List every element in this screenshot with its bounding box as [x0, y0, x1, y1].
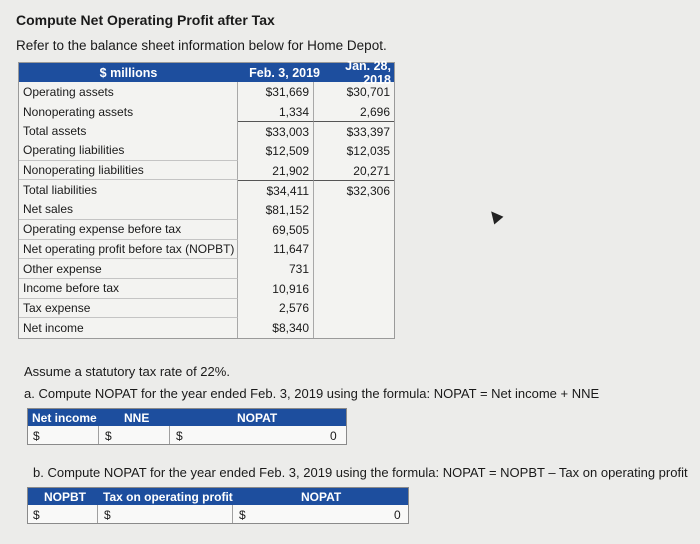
value-jan-2018: $32,306	[313, 180, 394, 200]
header-nopbt: NOPBT	[44, 490, 86, 504]
nopat-output-b	[233, 505, 407, 523]
answer-row-b	[28, 505, 408, 523]
nopat-output-a	[170, 426, 345, 444]
header-tax-on-operating-profit: Tax on operating profit	[103, 490, 233, 504]
row-label: Income before tax	[19, 279, 238, 299]
row-label: Tax expense	[19, 299, 238, 319]
table-row	[19, 82, 394, 102]
value-feb-2019: 731	[288, 262, 309, 277]
value-feb-2019: $34,411	[238, 180, 313, 200]
header-nne: NNE	[124, 411, 150, 425]
value-feb-2019: 10,916	[272, 281, 309, 296]
value-jan-2018	[313, 318, 394, 338]
table-header	[19, 58, 394, 87]
value-feb-2019: 11,647	[273, 242, 309, 257]
value-jan-2018	[313, 220, 394, 240]
value-feb-2019: 69,505	[272, 222, 309, 237]
header-millions: $ millions	[99, 65, 158, 80]
value-jan-2018	[313, 259, 394, 279]
table-row	[19, 299, 394, 319]
dollar-sign: $	[104, 508, 111, 522]
row-label: Nonoperating assets	[19, 102, 238, 122]
value-jan-2018: $12,035	[313, 141, 394, 161]
nopat-result-a: 0	[330, 429, 337, 443]
table-row	[19, 102, 394, 122]
table-row	[19, 141, 394, 161]
table-row	[19, 200, 394, 220]
answer-grid-a	[27, 408, 347, 445]
answer-header-b	[28, 488, 408, 505]
value-jan-2018	[313, 279, 394, 299]
value-jan-2018: $30,701	[313, 82, 394, 102]
question-b: b. Compute NOPAT for the year ended Feb. 3, 2019 using the formula: NOPAT = NOPBT – Tax on operating profit	[33, 465, 688, 480]
header-feb-2019: Feb. 3, 2019	[249, 65, 320, 80]
value-feb-2019: $12,509	[265, 143, 309, 158]
table-row	[19, 180, 394, 200]
table-row	[19, 259, 394, 279]
value-feb-2019: 1,334	[278, 104, 309, 119]
row-label: Operating expense before tax	[19, 220, 238, 240]
value-feb-2019: 21,902	[272, 163, 309, 178]
table-row	[19, 220, 394, 240]
dollar-sign: $	[239, 508, 246, 522]
value-jan-2018	[313, 240, 394, 260]
answer-grid-b	[27, 487, 409, 524]
row-label: Total liabilities	[19, 180, 238, 200]
value-feb-2019: 2,576	[278, 301, 309, 316]
row-label: Other expense	[19, 259, 238, 279]
answer-header-a	[28, 409, 346, 426]
tax-on-operating-profit-input[interactable]	[98, 505, 233, 523]
value-jan-2018: 2,696	[313, 102, 394, 122]
balance-sheet-table	[18, 58, 395, 339]
table-row	[19, 318, 394, 338]
mouse-pointer-icon	[487, 208, 504, 225]
row-label: Operating liabilities	[19, 141, 238, 161]
value-jan-2018	[313, 299, 394, 319]
table-row	[19, 161, 394, 181]
row-label: Net sales	[19, 200, 238, 220]
row-label: Total assets	[19, 121, 238, 141]
value-feb-2019: $81,152	[265, 202, 309, 217]
table-row	[19, 279, 394, 299]
intro-text: Refer to the balance sheet information below for Home Depot.	[16, 38, 387, 53]
value-jan-2018: 20,271	[313, 161, 394, 181]
dollar-sign: $	[33, 508, 40, 522]
nopat-result-b: 0	[394, 508, 401, 522]
page-title: Compute Net Operating Profit after Tax	[16, 12, 275, 28]
row-label: Nonoperating liabilities	[19, 161, 238, 181]
row-label: Net operating profit before tax (NOPBT)	[19, 240, 238, 260]
value-feb-2019: $33,003	[238, 121, 313, 141]
answer-row-a	[28, 426, 346, 444]
tax-rate-note: Assume a statutory tax rate of 22%.	[24, 364, 230, 379]
dollar-sign: $	[33, 429, 40, 443]
value-feb-2019: $8,340	[272, 321, 309, 336]
question-a: a. Compute NOPAT for the year ended Feb. 3, 2019 using the formula: NOPAT = Net income + NNE	[24, 386, 600, 401]
table-row	[19, 240, 394, 260]
header-nopat: NOPAT	[237, 411, 278, 425]
header-net-income: Net income	[32, 411, 97, 425]
value-jan-2018	[313, 200, 394, 220]
header-jan-2018: Jan. 28, 2018	[345, 58, 391, 87]
row-label: Net income	[19, 318, 238, 338]
value-jan-2018: $33,397	[313, 121, 394, 141]
row-label: Operating assets	[19, 82, 238, 102]
header-nopat: NOPAT	[301, 490, 342, 504]
table-row	[19, 121, 394, 141]
dollar-sign: $	[176, 429, 183, 443]
value-feb-2019: $31,669	[265, 84, 309, 99]
dollar-sign: $	[105, 429, 112, 443]
